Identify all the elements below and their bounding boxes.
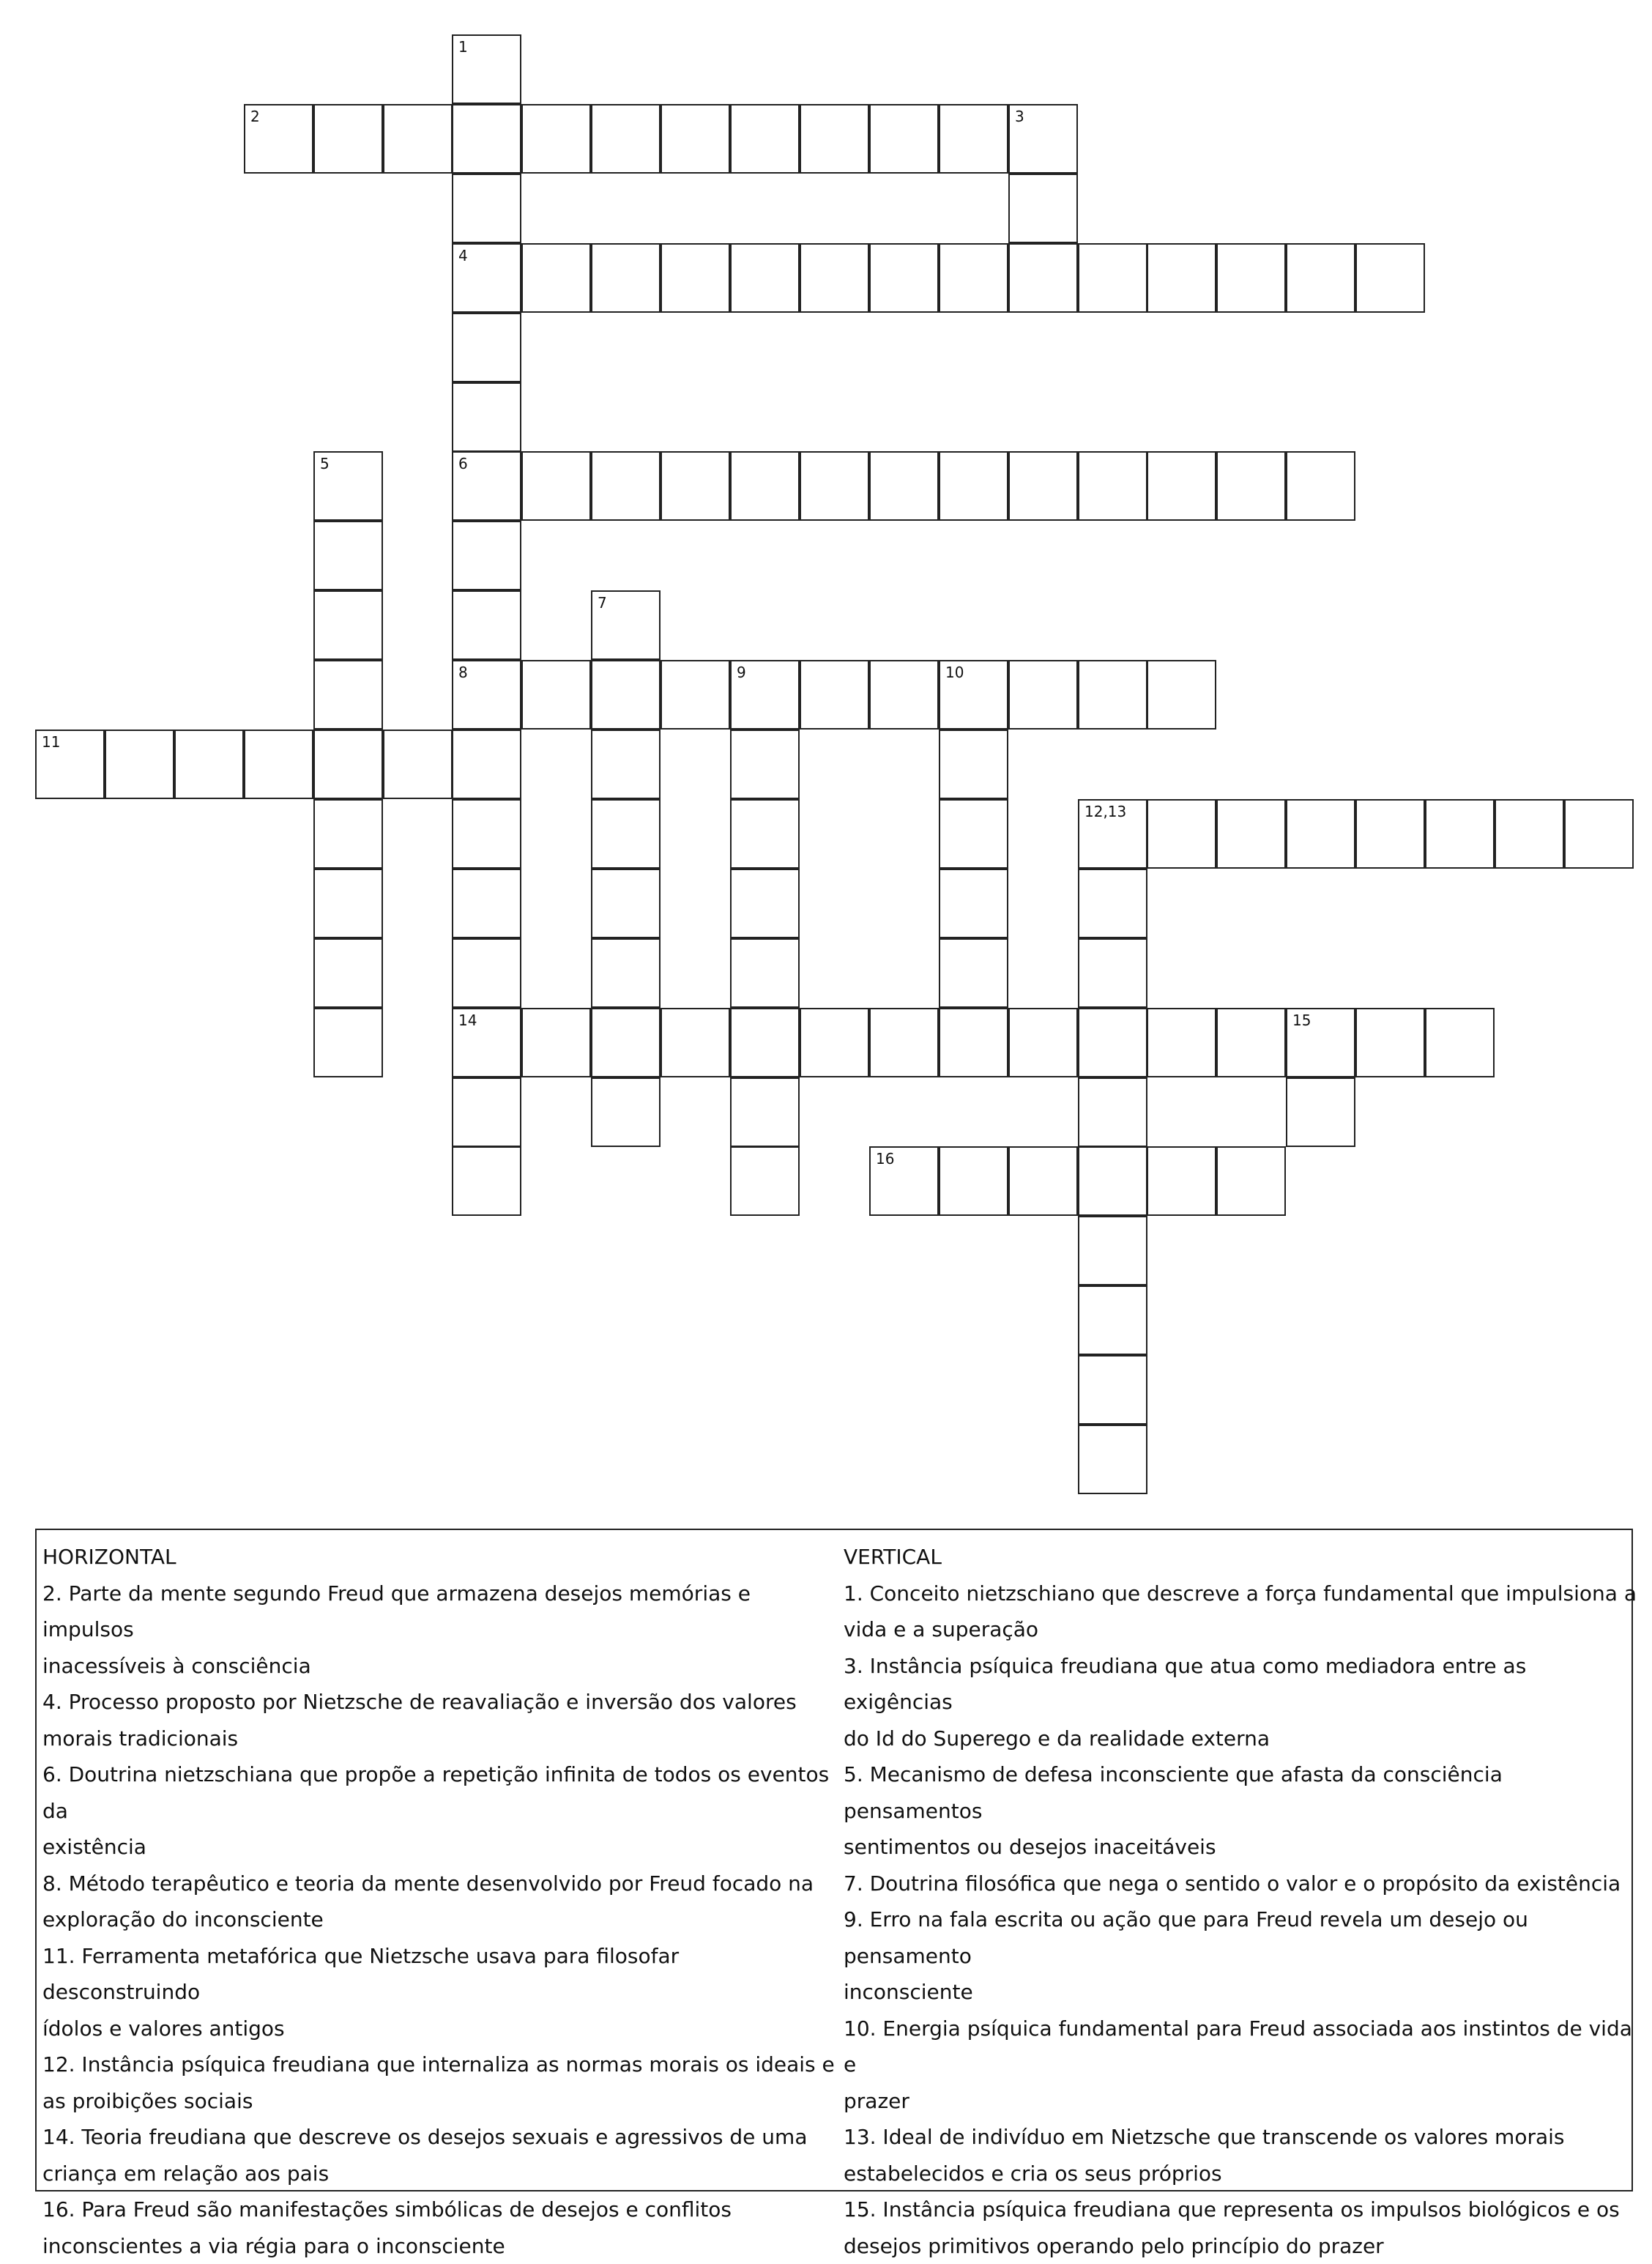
grid-cell[interactable] [1216,1146,1286,1216]
grid-cell[interactable] [1008,1008,1078,1077]
clue-line: inacessíveis à consciência [42,1648,837,1685]
grid-cell[interactable] [452,382,521,452]
grid-cell[interactable] [661,1008,730,1077]
clue-line: 4. Processo proposto por Nietzsche de reavaliação e inversão dos valores [42,1684,837,1721]
grid-cell[interactable] [591,660,661,730]
grid-cell[interactable] [452,1077,521,1147]
grid-cell[interactable] [1078,1077,1147,1147]
grid-cell[interactable] [1147,1008,1216,1077]
grid-cell[interactable] [1147,799,1216,869]
grid-cell[interactable] [661,451,730,521]
clue-line: 10. Energia psíquica fundamental para Freud associada aos instintos de vida e [844,2011,1638,2083]
clue-line: criança em relação aos pais [42,2156,837,2192]
grid-cell[interactable] [452,730,521,799]
clue-line: 1. Conceito nietzschiano que descreve a força fundamental que impulsiona a [844,1575,1638,1612]
grid-cell[interactable] [591,590,661,660]
grid-cell[interactable] [452,869,521,938]
grid-cell[interactable] [1147,660,1216,730]
grid-cell[interactable] [1355,1008,1425,1077]
clue-line: vida e a superação [844,1611,1638,1648]
grid-cell[interactable] [661,104,730,174]
grid-cell[interactable] [1216,799,1286,869]
grid-cell[interactable] [1564,799,1634,869]
grid-cell[interactable] [452,243,521,313]
grid-cell[interactable] [1355,243,1425,313]
grid-cell[interactable] [452,451,521,521]
grid-cell[interactable] [174,730,244,799]
clue-line: 11. Ferramenta metafórica que Nietzsche usava para filosofar desconstruindo [42,1938,837,2011]
grid-cell[interactable] [800,243,869,313]
grid-cell[interactable] [591,243,661,313]
vertical-clues [844,1539,1638,2264]
clue-line: 8. Método terapêutico e teoria da mente desenvolvido por Freud focado na [42,1866,837,1902]
grid-cell[interactable] [1078,451,1147,521]
grid-cell[interactable] [521,243,591,313]
grid-cell[interactable] [661,660,730,730]
grid-cell[interactable] [730,938,800,1008]
clue-number: 6 [458,456,468,471]
clue-line: 3. Instância psíquica freudiana que atua como mediadora entre as exigências [844,1648,1638,1721]
grid-cell[interactable] [1078,1216,1147,1285]
grid-cell[interactable] [591,799,661,869]
grid-cell[interactable] [1495,799,1564,869]
grid-cell[interactable] [452,660,521,730]
clue-line: 13. Ideal de indivíduo em Nietzsche que transcende os valores morais [844,2119,1638,2156]
grid-cell[interactable] [591,104,661,174]
grid-cell[interactable] [1078,799,1147,869]
clue-line: 12. Instância psíquica freudiana que internaliza as normas morais os ideais e [42,2046,837,2083]
grid-cell[interactable] [1286,799,1355,869]
grid-cell[interactable] [939,104,1008,174]
grid-cell[interactable] [313,104,383,174]
grid-cell[interactable] [800,451,869,521]
clue-number: 7 [598,595,607,610]
grid-cell[interactable] [939,799,1008,869]
clue-line: 7. Doutrina filosófica que nega o sentido o valor e o propósito da existência [844,1866,1638,1902]
grid-cell[interactable] [383,104,453,174]
grid-cell[interactable] [591,1008,661,1077]
grid-cell[interactable] [591,938,661,1008]
clue-line: existência [42,1829,837,1866]
grid-cell[interactable] [313,1008,383,1077]
clue-line: estabelecidos e cria os seus próprios [844,2156,1638,2192]
grid-cell[interactable] [1008,174,1078,243]
grid-cell[interactable] [35,730,105,799]
grid-cell[interactable] [452,1146,521,1216]
grid-cell[interactable] [869,243,939,313]
clue-line: 6. Doutrina nietzschiana que propõe a repetição infinita de todos os eventos da [42,1756,837,1829]
grid-cell[interactable] [730,104,800,174]
grid-cell[interactable] [1355,799,1425,869]
clue-line: 14. Teoria freudiana que descreve os desejos sexuais e agressivos de uma [42,2119,837,2156]
grid-cell[interactable] [383,730,453,799]
grid-cell[interactable] [591,1077,661,1147]
clue-number: 9 [737,665,746,680]
grid-cell[interactable] [591,730,661,799]
grid-cell[interactable] [1147,243,1216,313]
grid-cell[interactable] [313,869,383,938]
grid-cell[interactable] [1008,104,1078,174]
grid-cell[interactable] [1286,243,1355,313]
vertical-heading: VERTICAL [844,1539,1638,1575]
grid-cell[interactable] [730,869,800,938]
grid-cell[interactable] [1286,451,1355,521]
grid-cell[interactable] [730,730,800,799]
grid-cell[interactable] [1008,243,1078,313]
grid-cell[interactable] [939,1008,1008,1077]
grid-cell[interactable] [313,938,383,1008]
grid-cell[interactable] [313,521,383,590]
clue-line: 9. Erro na fala escrita ou ação que para Freud revela um desejo ou pensamento [844,1901,1638,1974]
grid-cell[interactable] [452,521,521,590]
grid-cell[interactable] [313,451,383,521]
clue-line: do Id do Superego e da realidade externa [844,1721,1638,1757]
grid-cell[interactable] [730,1146,800,1216]
clue-number: 4 [458,248,468,263]
clue-number: 3 [1015,109,1024,124]
clue-number: 10 [945,665,964,680]
grid-cell[interactable] [730,1077,800,1147]
grid-cell[interactable] [730,1008,800,1077]
grid-cell[interactable] [521,1008,591,1077]
grid-cell[interactable] [1078,1146,1147,1216]
grid-cell[interactable] [939,730,1008,799]
grid-cell[interactable] [452,938,521,1008]
clue-line: 5. Mecanismo de defesa inconsciente que afasta da consciência pensamentos [844,1756,1638,1829]
grid-cell[interactable] [939,869,1008,938]
grid-cell[interactable] [313,660,383,730]
clue-number: 1 [458,40,468,54]
grid-cell[interactable] [1216,243,1286,313]
clue-line: inconscientes a via régia para o inconsciente [42,2228,837,2264]
grid-cell[interactable] [730,660,800,730]
clue-line: prazer [844,2083,1638,2120]
grid-cell[interactable] [869,451,939,521]
grid-cell[interactable] [313,590,383,660]
grid-cell[interactable] [521,451,591,521]
grid-cell[interactable] [869,104,939,174]
grid-cell[interactable] [1078,1355,1147,1425]
grid-cell[interactable] [939,451,1008,521]
clue-number: 14 [458,1013,477,1028]
grid-cell[interactable] [313,730,383,799]
grid-cell[interactable] [1078,1285,1147,1355]
grid-cell[interactable] [869,1008,939,1077]
grid-cell[interactable] [800,1008,869,1077]
horizontal-heading: HORIZONTAL [42,1539,837,1575]
grid-cell[interactable] [1078,869,1147,938]
grid-cell[interactable] [939,243,1008,313]
grid-cell[interactable] [313,799,383,869]
grid-cell[interactable] [1078,660,1147,730]
grid-cell[interactable] [730,799,800,869]
clue-line: exploração do inconsciente [42,1901,837,1938]
grid-cell[interactable] [800,104,869,174]
grid-cell[interactable] [105,730,174,799]
grid-cell[interactable] [730,451,800,521]
clue-number: 8 [458,665,468,680]
grid-cell[interactable] [730,243,800,313]
clue-number: 2 [250,109,260,124]
clue-number: 11 [42,735,60,749]
grid-cell[interactable] [800,660,869,730]
grid-cell[interactable] [452,590,521,660]
grid-cell[interactable] [869,1146,939,1216]
grid-cell[interactable] [244,104,313,174]
grid-cell[interactable] [939,660,1008,730]
grid-cell[interactable] [939,1146,1008,1216]
grid-cell[interactable] [1008,660,1078,730]
clue-line: as proibições sociais [42,2083,837,2120]
grid-cell[interactable] [869,660,939,730]
grid-cell[interactable] [1216,1008,1286,1077]
grid-cell[interactable] [1425,799,1495,869]
grid-cell[interactable] [1147,1146,1216,1216]
grid-cell[interactable] [591,869,661,938]
clue-number: 15 [1292,1013,1311,1028]
clue-panel [35,1529,1633,2191]
grid-cell[interactable] [1078,1008,1147,1077]
clue-line: 16. Para Freud são manifestações simbólicas de desejos e conflitos [42,2191,837,2228]
grid-cell[interactable] [452,1008,521,1077]
grid-cell[interactable] [1078,243,1147,313]
grid-cell[interactable] [244,730,313,799]
grid-cell[interactable] [521,660,591,730]
clue-number: 16 [876,1151,894,1166]
grid-cell[interactable] [1286,1008,1355,1077]
grid-cell[interactable] [452,174,521,243]
clue-line: sentimentos ou desejos inaceitáveis [844,1829,1638,1866]
grid-cell[interactable] [452,34,521,104]
grid-cell[interactable] [452,104,521,174]
grid-cell[interactable] [1425,1008,1495,1077]
grid-cell[interactable] [1008,1146,1078,1216]
grid-cell[interactable] [1078,938,1147,1008]
clue-number: 5 [320,456,330,471]
clue-number: 12,13 [1084,804,1126,819]
clue-line: desejos primitivos operando pelo princípio do prazer [844,2228,1638,2264]
grid-cell[interactable] [591,451,661,521]
grid-cell[interactable] [452,799,521,869]
grid-cell[interactable] [939,938,1008,1008]
grid-cell[interactable] [1286,1077,1355,1147]
grid-cell[interactable] [521,104,591,174]
clue-line: ídolos e valores antigos [42,2011,837,2047]
grid-cell[interactable] [452,313,521,382]
clue-line: morais tradicionais [42,1721,837,1757]
grid-cell[interactable] [1216,451,1286,521]
clue-line: inconsciente [844,1974,1638,2011]
grid-cell[interactable] [1147,451,1216,521]
horizontal-clues [42,1539,837,2264]
grid-cell[interactable] [661,243,730,313]
grid-cell[interactable] [1008,451,1078,521]
grid-cell[interactable] [1078,1425,1147,1494]
clue-line: 2. Parte da mente segundo Freud que armazena desejos memórias e impulsos [42,1575,837,1648]
clue-line: 15. Instância psíquica freudiana que representa os impulsos biológicos e os [844,2191,1638,2228]
